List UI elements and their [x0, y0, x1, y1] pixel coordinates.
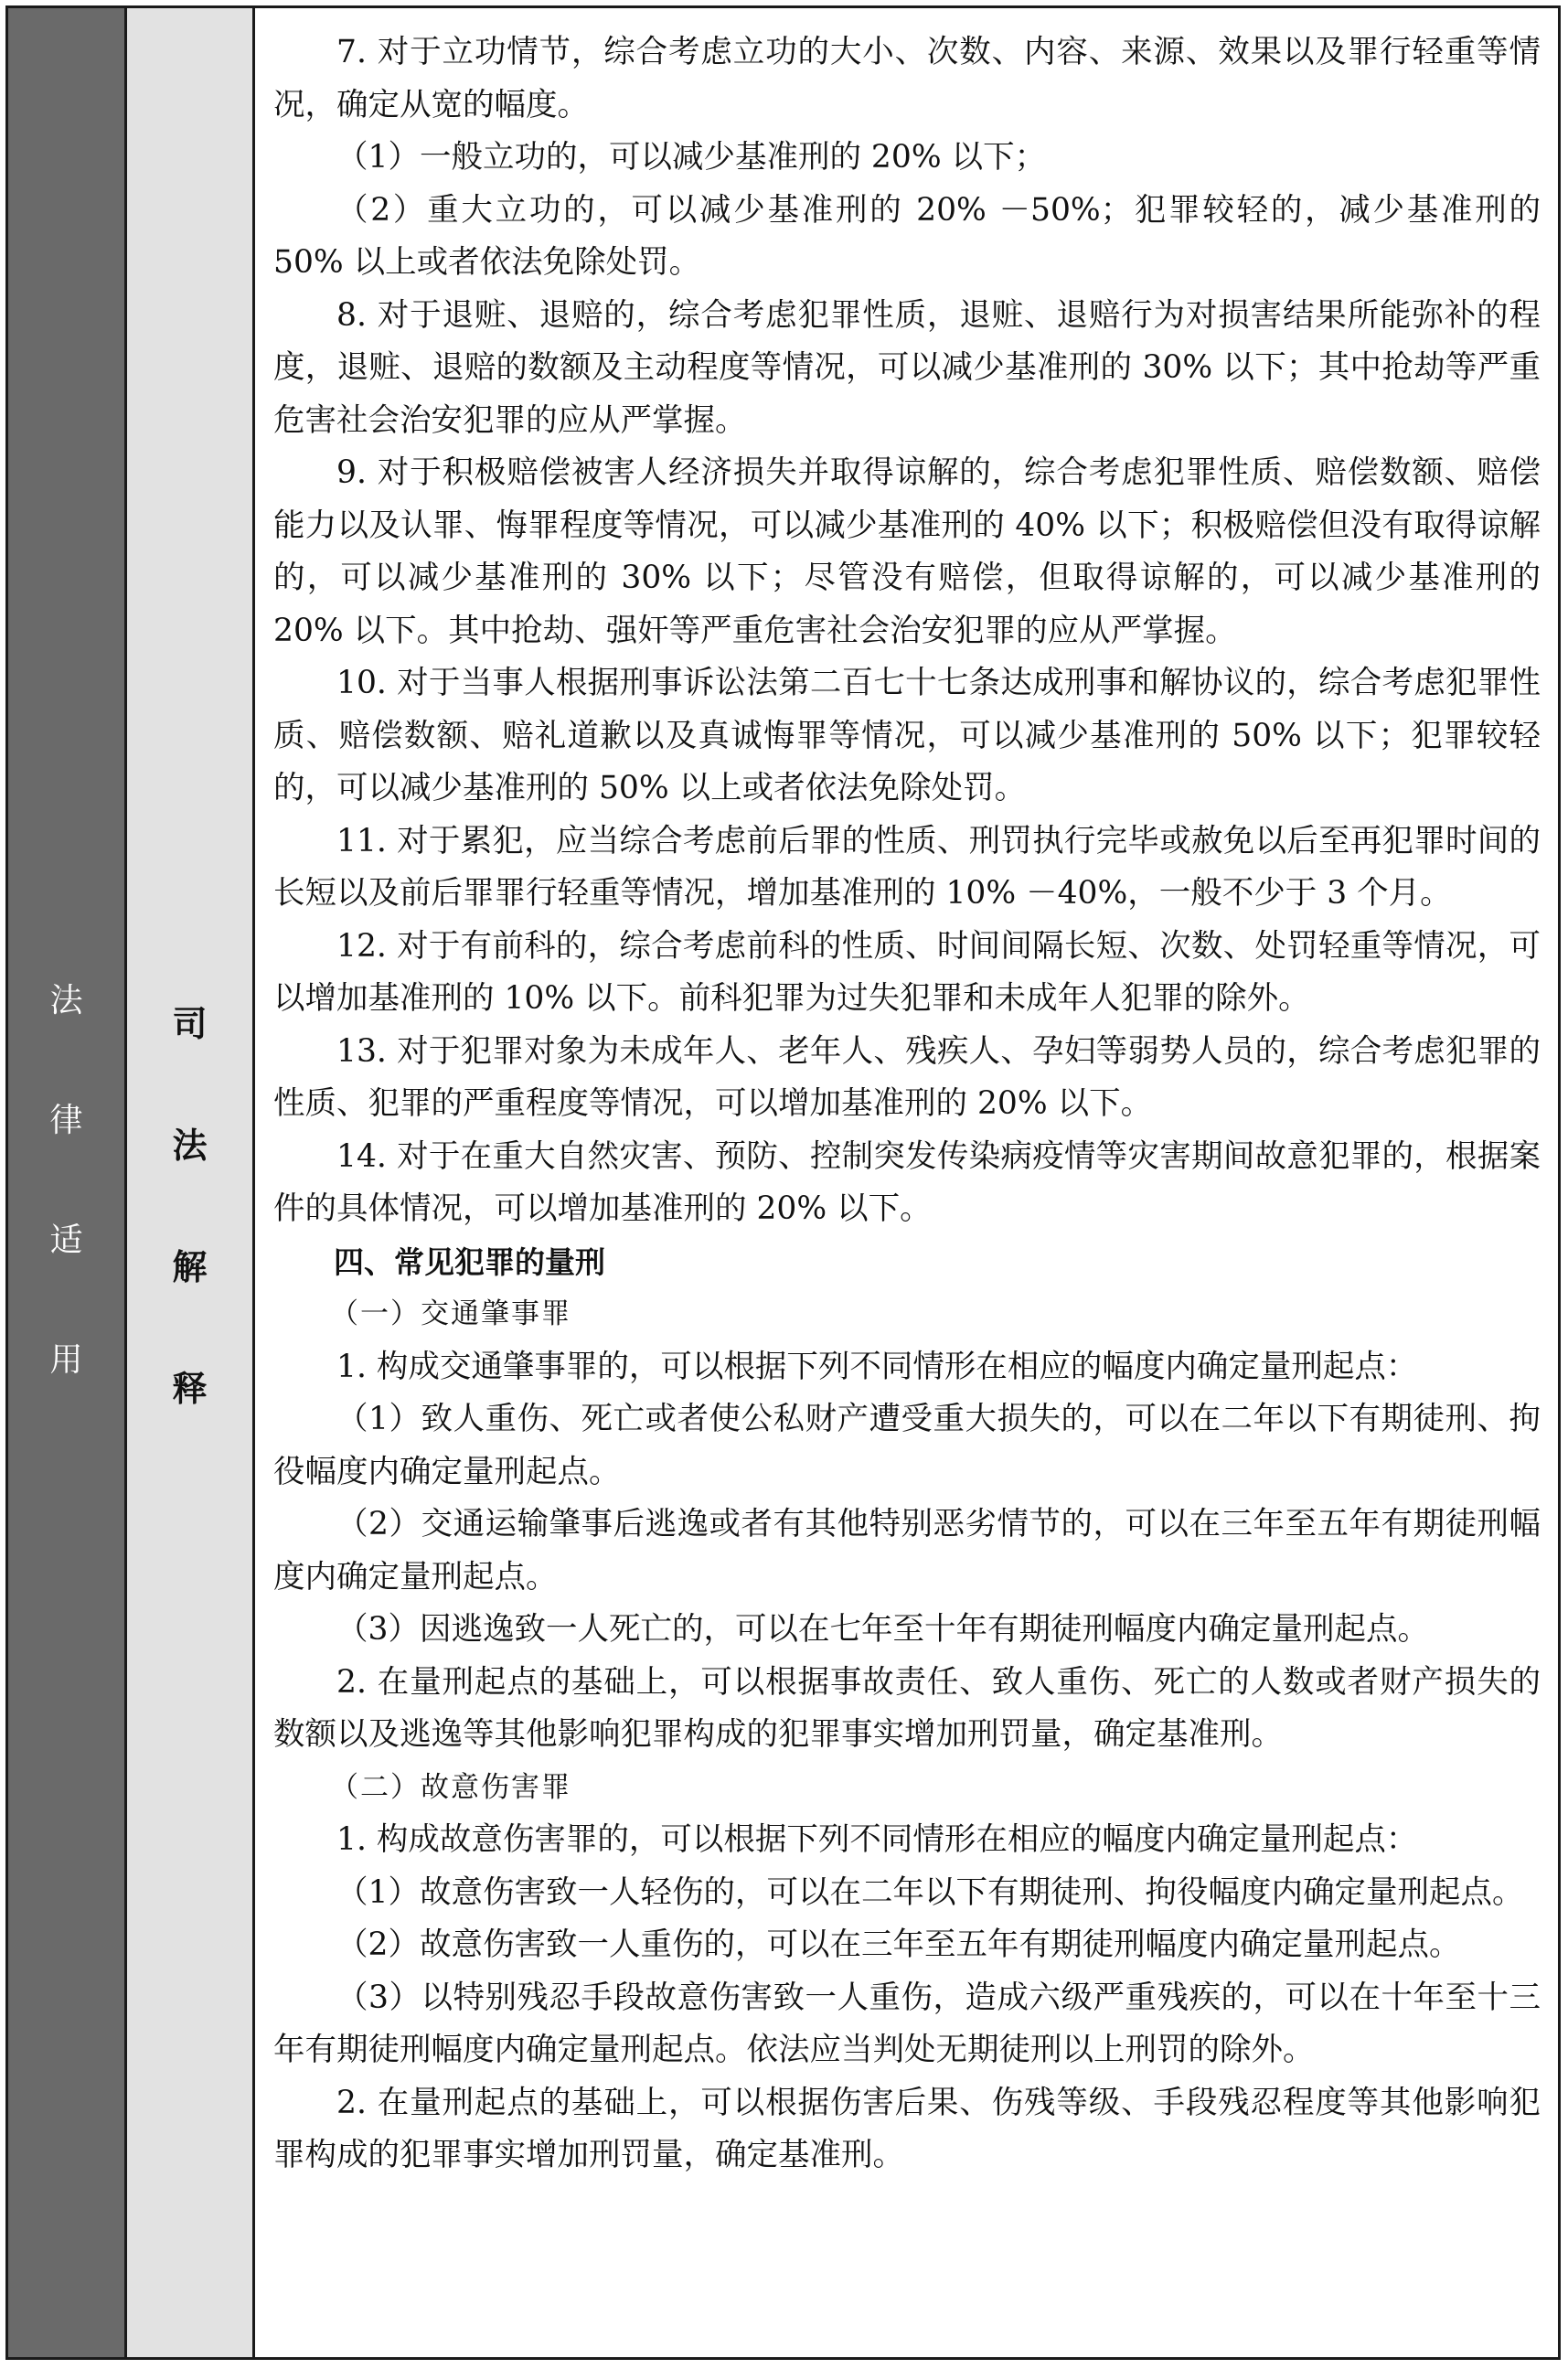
category-char: 适: [49, 1222, 83, 1259]
subcategory-char: 解: [172, 1247, 208, 1287]
paragraph: 10. 对于当事人根据刑事诉讼法第二百七十七条达成刑事和解协议的，综合考虑犯罪性质、赔偿数额、赔礼道歉以及真诚悔罪等情况，可以减少基准刑的 50% 以下；犯罪较轻的，可以减少基准刑的 50% 以上或者依法免除处罚。: [273, 665, 1541, 806]
paragraph: （1）致人重伤、死亡或者使公私财产遭受重大损失的，可以在二年以下有期徒刑、拘役幅度内确定量刑起点。: [273, 1401, 1541, 1490]
paragraph: 1. 构成交通肇事罪的，可以根据下列不同情形在相应的幅度内确定量刑起点：: [336, 1348, 1418, 1385]
paragraph: 14. 对于在重大自然灾害、预防、控制突发传染病疫情等灾害期间故意犯罪的，根据案件的具体情况，可以增加基准刑的 20% 以下。: [273, 1137, 1541, 1227]
document-body: [255, 27, 1553, 2182]
subcategory-column: [127, 8, 255, 2357]
table-frame: [5, 5, 1561, 2360]
paragraph: 8. 对于退赃、退赔的，综合考虑犯罪性质，退赃、退赔行为对损害结果所能弥补的程度，退赃、退赔的数额及主动程度等情况，可以减少基准刑的 30% 以下；其中抢劫等严重危害社会治安犯罪的应从严掌握。: [273, 296, 1541, 439]
paragraph: 11. 对于累犯，应当综合考虑前后罪的性质、刑罚执行完毕或赦免以后至再犯罪时间的长短以及前后罪罪行轻重等情况，增加基准刑的 10% －40%，一般不少于 3 个月。: [273, 822, 1541, 912]
paragraph: （1）故意伤害致一人轻伤的，可以在二年以下有期徒刑、拘役幅度内确定量刑起点。: [336, 1873, 1524, 1911]
category-label: [8, 941, 124, 1420]
paragraph: （3）因逃逸致一人死亡的，可以在七年至十年有期徒刑幅度内确定量刑起点。: [336, 1611, 1429, 1648]
paragraph: 2. 在量刑起点的基础上，可以根据事故责任、致人重伤、死亡的人数或者财产损失的数额以及逃逸等其他影响犯罪构成的犯罪事实增加刑罚量，确定基准刑。: [273, 1663, 1541, 1753]
category-char: 法: [49, 982, 83, 1019]
paragraph: （2）重大立功的，可以减少基准刑的 20% －50%；犯罪较轻的，减少基准刑的 50% 以上或者依法免除处罚。: [273, 191, 1541, 281]
subcategory-char: 释: [172, 1369, 208, 1409]
paragraph: 2. 在量刑起点的基础上，可以根据伤害后果、伤残等级、手段残忍程度等其他影响犯罪构成的犯罪事实增加刑罚量，确定基准刑。: [273, 2084, 1541, 2173]
subsection-heading: （二）故意伤害罪: [330, 1770, 571, 1804]
paragraph: 7. 对于立功情节，综合考虑立功的大小、次数、内容、来源、效果以及罪行轻重等情况，确定从宽的幅度。: [273, 34, 1541, 123]
paragraph: 1. 构成故意伤害罪的，可以根据下列不同情形在相应的幅度内确定量刑起点：: [336, 1821, 1418, 1858]
paragraph: （2）故意伤害致一人重伤的，可以在三年至五年有期徒刑幅度内确定量刑起点。: [336, 1926, 1461, 1963]
paragraph: （2）交通运输肇事后逃逸或者有其他特别恶劣情节的，可以在三年至五年有期徒刑幅度内确定量刑起点。: [273, 1506, 1541, 1595]
paragraph: 12. 对于有前科的，综合考虑前科的性质、时间间隔长短、次数、处罚轻重等情况，可以增加基准刑的 10% 以下。前科犯罪为过失犯罪和未成年人犯罪的除外。: [273, 927, 1541, 1017]
category-char: 律: [49, 1102, 83, 1139]
paragraph: 13. 对于犯罪对象为未成年人、老年人、残疾人、孕妇等弱势人员的，综合考虑犯罪的性质、犯罪的严重程度等情况，可以增加基准刑的 20% 以下。: [273, 1032, 1541, 1122]
paragraph: （3）以特别残忍手段故意伤害致一人重伤，造成六级严重残疾的，可以在十年至十三年有期徒刑幅度内确定量刑起点。依法应当判处无期徒刑以上刑罚的除外。: [273, 1979, 1541, 2068]
paragraph: （1）一般立功的，可以减少基准刑的 20% 以下；: [336, 139, 1047, 176]
paragraph: 9. 对于积极赔偿被害人经济损失并取得谅解的，综合考虑犯罪性质、赔偿数额、赔偿能力以及认罪、悔罪程度等情况，可以减少基准刑的 40% 以下；积极赔偿但没有取得谅解的，可以减少基准刑的 30% 以下；尽管没有赔偿，但取得谅解的，可以减少基准刑的 20% 以下。其中抢劫、强奸等严重危害社会治安犯罪的应从严掌握。: [273, 454, 1541, 649]
section-heading: 四、常见犯罪的量刑: [334, 1243, 605, 1280]
category-char: 用: [49, 1341, 83, 1379]
subcategory-label: [127, 964, 252, 1450]
subcategory-char: 法: [172, 1126, 208, 1166]
subsection-heading: （一）交通肇事罪: [330, 1297, 571, 1330]
category-column: [8, 8, 127, 2357]
subcategory-char: 司: [172, 1004, 208, 1044]
